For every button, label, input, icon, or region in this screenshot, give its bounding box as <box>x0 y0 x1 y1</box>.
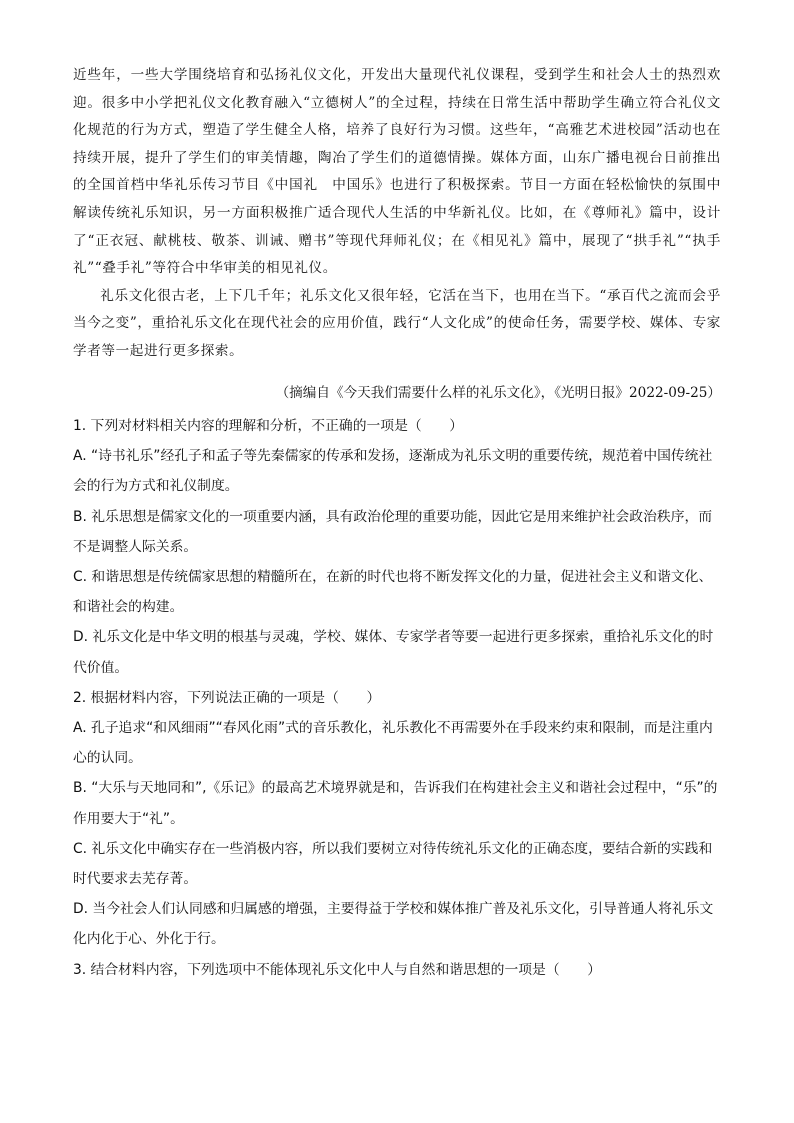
question-1-option-d: D. 礼乐文化是中华文明的根基与灵魂，学校、媒体、专家学者等要一起进行更多探索，重拾礼乐文化的时代价值。 <box>73 629 714 676</box>
question-2-option-c: C. 礼乐文化中确实存在一些消极内容，所以我们要树立对待传统礼乐文化的正确态度，要结合新的实践和时代要求去芜存菁。 <box>73 840 713 888</box>
question-1-option-c: C. 和谐思想是传统儒家思想的精髓所在，在新的时代也将不断发挥文化的力量，促进社会主义和谐文化、和谐社会的构建。 <box>73 569 713 616</box>
question-2-stem: 2. 根据材料内容，下列说法正确的一项是（ ） <box>73 689 381 706</box>
question-1-stem: 1. 下列对材料相关内容的理解和分析，不正确的一项是（ ） <box>73 418 464 434</box>
passage-source-citation: （摘编自《今天我们需要什么样的礼乐文化》，《光明日报》2022-09-25） <box>275 385 721 401</box>
question-2-option-d: D. 当今社会人们认同感和归属感的增强，主要得益于学校和媒体推广普及礼乐文化，引导普通人将礼乐文化内化于心、外化于行。 <box>73 901 714 948</box>
question-1-option-a: A. “诗书礼乐”经孔子和孟子等先秦儒家的传承和发扬，逐渐成为礼乐文明的重要传统，规范着中国传统社会的行为方式和礼仪制度。 <box>73 448 713 495</box>
question-2-option-b: B. “大乐与天地同和”,《乐记》的最高艺术境界就是和，告诉我们在构建社会主义和谐社会过程中，“乐”的作用要大于“礼”。 <box>73 780 718 827</box>
question-3-stem: 3. 结合材料内容，下列选项中不能体现礼乐文化中人与自然和谐思想的一项是（ ） <box>73 961 602 978</box>
passage-paragraph-1: 近些年，一些大学围绕培育和弘扬礼仪文化，开发出大量现代礼仪课程，受到学生和社会人士的热烈欢迎。很多中小学把礼仪文化教育融入“立德树人”的全过程，持续在日常生活中帮助学生确立符合礼仪文化规范的行为方式，塑造了学生健全人格，培养了良好行为习惯。这些年，“高雅艺术进校园”活动也在持续开展，提升了学生们的审美情趣，陶冶了学生们的道德情操。媒体方面，山东广播电视台日前推出的全国首档中华礼乐传习节目《中国礼 中国乐》也进行了积极探索。节目一方面在轻松愉快的氛围中解读传统礼乐知识，另一方面积极推广适合现代人生活的中华新礼仪。比如，在《尊师礼》篇中，设计了“正衣冠、献桃枝、敬茶、训诫、赠书”等现代拜师礼仪；在《相见礼》篇中，展现了“拱手礼”“执手礼”“叠手礼”等符合中华审美的相见礼仪。 <box>73 67 721 277</box>
reading-passage <box>73 62 721 366</box>
passage-paragraph-2: 礼乐文化很古老，上下几千年；礼乐文化又很年轻，它活在当下，也用在当下。“承百代之流而会乎当今之变”，重拾礼乐文化在现代社会的应用价值，践行“人文化成”的使命任务，需要学校、媒体、专家学者等一起进行更多探索。 <box>73 287 721 359</box>
question-1-option-b: B. 礼乐思想是儒家文化的一项重要内涵，具有政治伦理的重要功能，因此它是用来维护社会政治秩序，而不是调整人际关系。 <box>73 508 713 555</box>
question-list <box>73 411 721 985</box>
question-2-option-a: A. 孔子追求“和风细雨”“春风化雨”式的音乐教化，礼乐教化不再需要外在手段来约束和限制，而是注重内心的认同。 <box>73 720 713 767</box>
